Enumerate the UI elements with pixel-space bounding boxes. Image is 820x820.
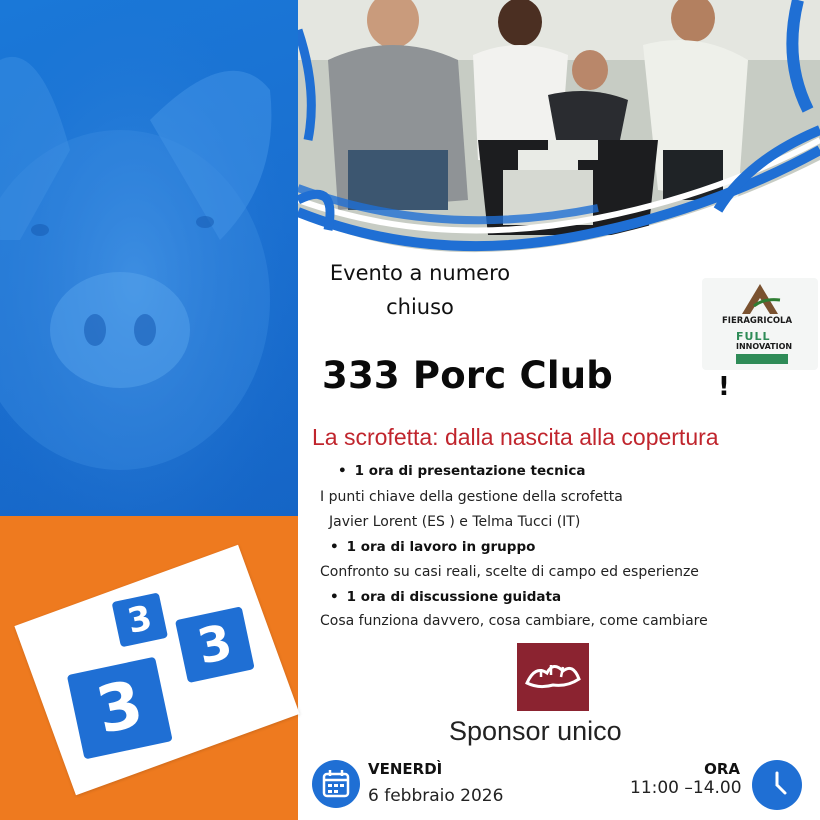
notice-line-2: chiuso (386, 295, 454, 319)
die-small: 3 (112, 592, 169, 647)
closed-event-notice (300, 256, 540, 324)
event-day: VENERDÌ (368, 760, 443, 778)
notice-line-1: Evento a numero (329, 261, 511, 285)
blue-pig-panel (0, 0, 298, 516)
event-title: 333 Porc Club (322, 354, 613, 397)
sponsor-logo (517, 643, 589, 711)
clock-icon (752, 760, 802, 810)
fieragricola-logo (702, 278, 818, 370)
program-heading-3: • 1 ora di discussione guidata (330, 589, 561, 605)
program-detail-1b: Javier Lorent (ES ) e Telma Tucci (IT) (329, 514, 581, 530)
program-detail-3: Cosa funziona davvero, cosa cambiare, come cambiare (320, 613, 708, 629)
die-large: 3 (67, 657, 173, 760)
program-detail-1a: I punti chiave della gestione della scrofetta (320, 489, 623, 505)
full-text: FULL (736, 330, 771, 343)
pig-photo (0, 0, 298, 516)
innovation-text: INNOVATION (736, 342, 793, 351)
time-label: ORA (704, 760, 740, 778)
program-heading-2: • 1 ora di lavoro in gruppo (330, 539, 535, 555)
event-hours: 11:00 –14.00 (630, 778, 742, 798)
die-medium: 3 (175, 606, 255, 683)
program-detail-2: Confronto su casi reali, scelte di campo ed esperienze (320, 564, 699, 580)
event-subtitle: La scrofetta: dalla nascita alla copertura (312, 424, 719, 450)
event-date: 6 febbraio 2026 (368, 786, 504, 806)
group-photo (298, 0, 820, 272)
title-exclamation: ! (718, 372, 730, 402)
calendar-icon (312, 760, 360, 808)
program-heading-1: • 1 ora di presentazione tecnica (338, 463, 586, 479)
sponsor-label: Sponsor unico (449, 716, 622, 746)
logo-stripe (736, 354, 788, 364)
fieragricola-name: FIERAGRICOLA (722, 316, 793, 326)
